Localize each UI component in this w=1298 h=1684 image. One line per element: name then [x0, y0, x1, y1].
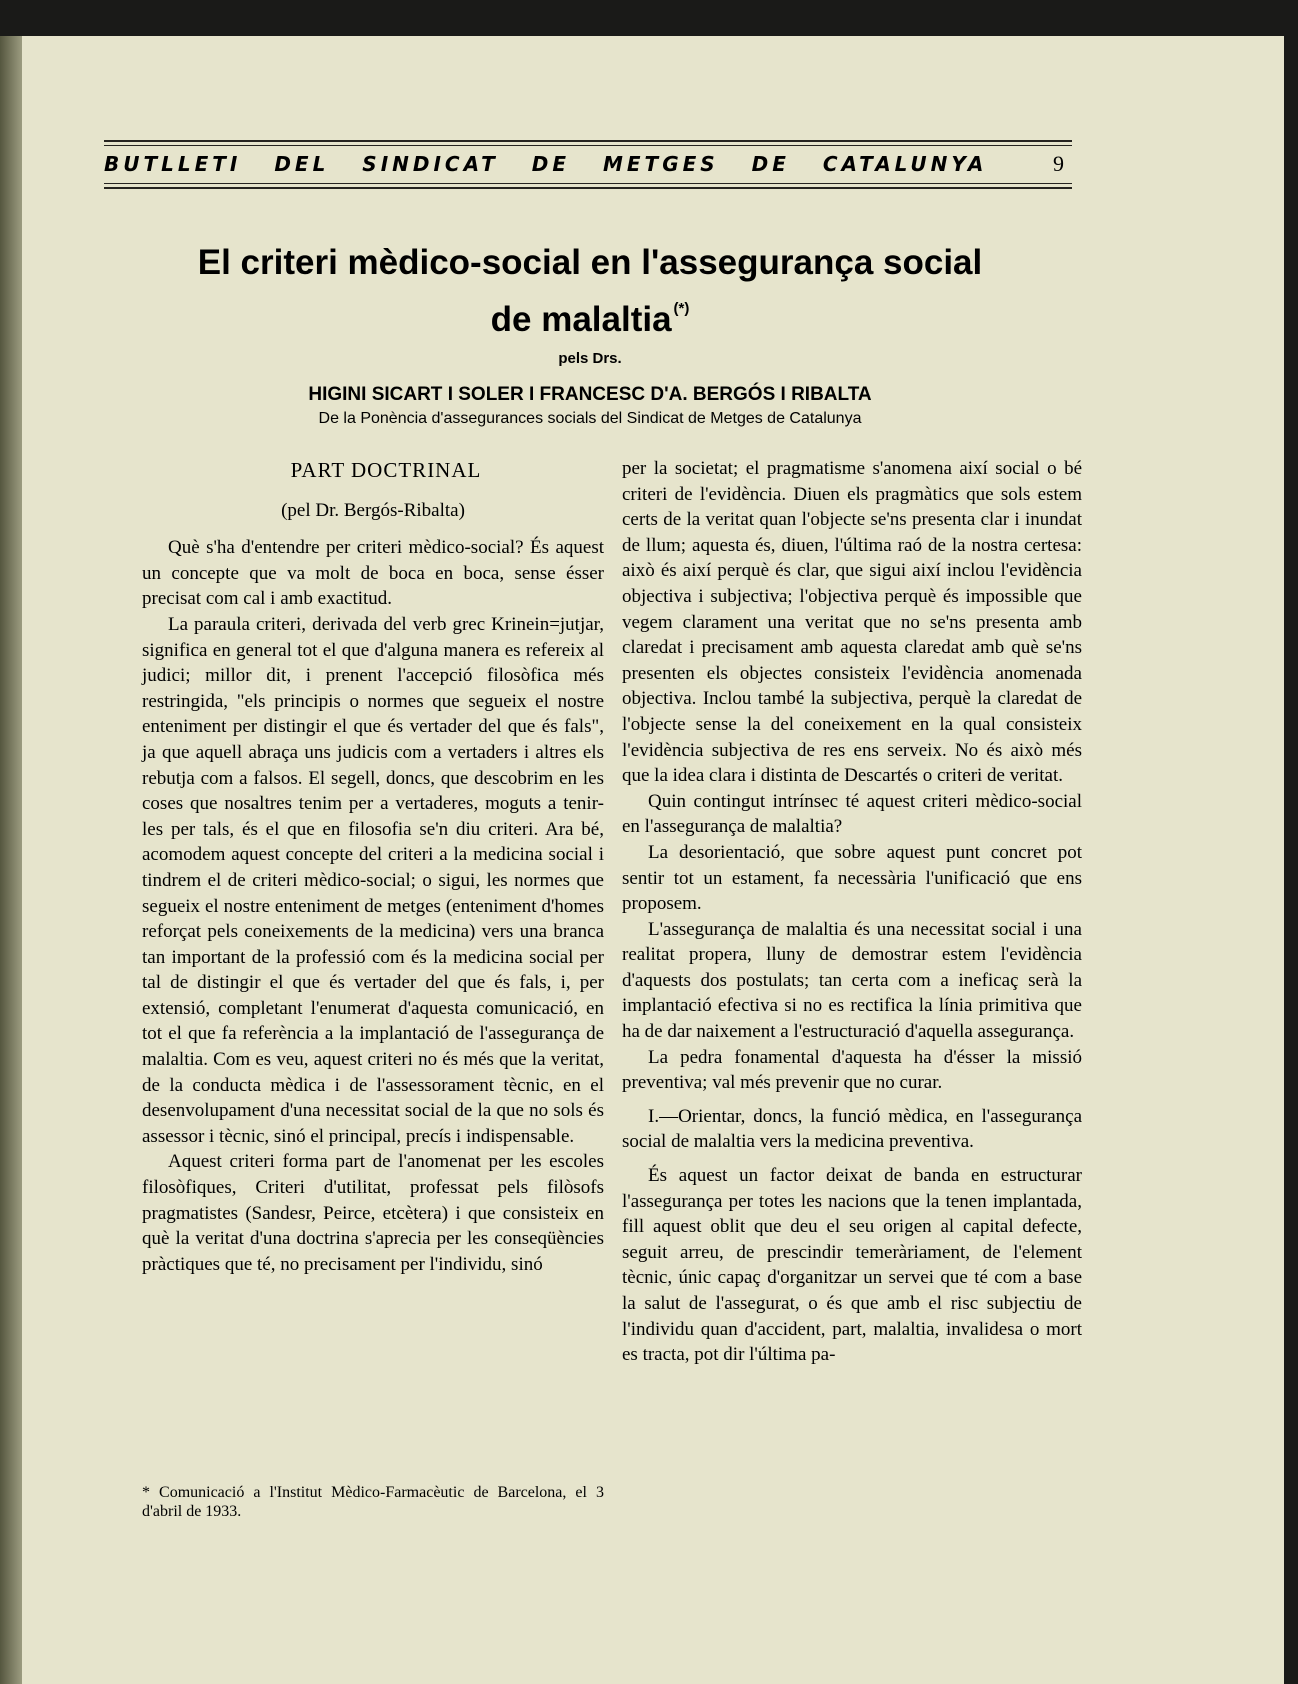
footnote: * Comunicació a l'Institut Mèdico-Farmacèutic de Barcelona, el 3 d'abril de 1933.	[142, 1484, 604, 1520]
title-line-2	[150, 286, 1030, 343]
affiliation: De la Ponència d'assegurances socials del Sindicat de Metges de Catalunya	[318, 410, 862, 427]
paragraph: La desorientació, que sobre aquest punt concret pot sentir tot un estament, fa necessària l'unificació que ens proposem.	[622, 841, 1082, 915]
header-rule-top-thin	[104, 145, 1072, 146]
byline: pels Drs.	[558, 350, 622, 367]
paragraph: per la societat; el pragmatisme s'anomena així social o bé criteri de l'evidència. Diuen els pragmàtics que sols estem certs de la veritat quan l'objecte se'ns presenta clar i inundat de llum; aquesta és, diuen, l'última raó de la nostra certesa: això és així perquè és clar, que sigui així inclou l'evidència objectiva i subjectiva; l'objectiva perquè és impossible que vegem clarament una veritat que no se'ns presenta amb claredat i precisament amb aquesta claredat amb què se'ns presenten els objectes consisteix l'evidència anomenada objectiva. Inclou també la subjectiva, perquè la claredat de l'objecte sense la del coneixement en la qual consisteix l'evidència subjectiva de res ens serveix. No és això més que la idea clara i distinta de Descartés o criteri de veritat.	[622, 458, 1082, 787]
journal-title: BUTLLETI DEL SINDICAT DE METGES DE CATALUNYA	[104, 152, 988, 176]
left-column	[142, 456, 604, 1277]
paragraph: És aquest un factor deixat de banda en estructurar l'assegurança per totes les nacions que la tenen implantada, fill aquest oblit que deu el seu origen al capital defecte, seguit arreu, de prescindir temeràriament, de l'element tècnic, únic capaç d'organitzar un servei que té com a base la salut de l'assegurat, o és que amb el risc subjectiu de l'individu quan d'accident, part, malaltia, invalidesa o mort es tracta, pot dir l'última pa-	[622, 1165, 1082, 1366]
paragraph: La paraula criteri, derivada del verb grec Krinein=jutjar, significa en general tot el que d'alguna manera es refereix al judici; millor dit, i prenent l'accepció filosòfica més restringida, "els principis o normes que segueix el nostre enteniment per distingir el que és vertader del que és fals", ja que aquell abraça uns judicis com a vertaders i altres els rebutja com a falsos. El segell, doncs, que descobrim en les coses que nosaltres tenim per a vertaderes, moguts a tenir-les per tals, és el que en filosofia se'n diu criteri. Ara bé, acomodem aquest concepte del criteri a la medicina social i tindrem el de criteri mèdico-social; o sigui, les normes que segueix el nostre enteniment de metges (enteniment d'homes reforçat pels coneixements de la medicina) vers una branca tan important de la professió com és la medicina social per tal de distingir el que és vertader del que és fals, i, per extensió, completant l'enumerat d'aquesta comunicació, en tot el que fa referència a la implantació de l'assegurança de malaltia. Com es veu, aquest criteri no és més que la veritat, de la conducta mèdica i de l'assessorament tècnic, en el desenvolupament d'una necessitat social de la que no sols és assessor i tècnic, sinó el principal, precís i indispensable.	[142, 613, 604, 1147]
paragraph: Aquest criteri forma part de l'anomenat per les escoles filosòfiques, Criteri d'utilitat, professat pels filòsofs pragmatistes (Sandesr, Peirce, etcètera) i que consisteix en què la veritat d'una doctrina s'aprecia per les conseqüències pràctiques que té, no precisament per l'individu, sinó	[142, 1151, 604, 1275]
paragraph: La pedra fonamental d'aquesta ha d'ésser la missió preventiva; val més prevenir que no curar.	[622, 1046, 1082, 1094]
section-heading: PART DOCTRINAL	[290, 458, 482, 482]
running-header	[104, 140, 1072, 192]
section-subheading: (pel Dr. Bergós-Ribalta)	[281, 499, 465, 521]
book-spine-shadow	[0, 36, 22, 1684]
header-rule-top	[104, 140, 1072, 142]
numbered-heading: I.—Orientar, doncs, la funció mèdica, en l'assegurança social de malaltia vers la medicina preventiva.	[622, 1105, 1082, 1153]
article-title	[150, 240, 1030, 343]
paragraph: L'assegurança de malaltia és una necessitat social i una realitat propera, lluny de demostrar estem l'evidència d'aquests dos postulats; tan certa com a ineficaç serà la implantació efectiva si no es rectifica la línia primitiva que ha de dar naixement a l'estructuració d'aquella assegurança.	[622, 918, 1082, 1043]
paragraph: Què s'ha d'entendre per criteri mèdico-social? És aquest un concepte que va molt de boca en boca, sense ésser precisat com cal i amb exactitud.	[142, 537, 604, 610]
header-rule-bottom-thin	[104, 183, 1072, 184]
title-line-1: El criteri mèdico-social en l'assegurança social	[197, 243, 983, 282]
title-line-2-text: de malaltia	[490, 300, 672, 339]
page-number: 9	[1053, 151, 1064, 176]
authors: HIGINI SICART I SOLER I FRANCESC D'A. BERGÓS I RIBALTA	[308, 384, 872, 405]
title-footnote-mark: (*)	[673, 300, 690, 317]
header-row	[104, 151, 1072, 177]
header-rule-bottom	[104, 187, 1072, 189]
right-column	[622, 456, 1082, 1368]
paragraph: Quin contingut intrínsec té aquest criteri mèdico-social en l'assegurança de malaltia?	[622, 790, 1082, 838]
